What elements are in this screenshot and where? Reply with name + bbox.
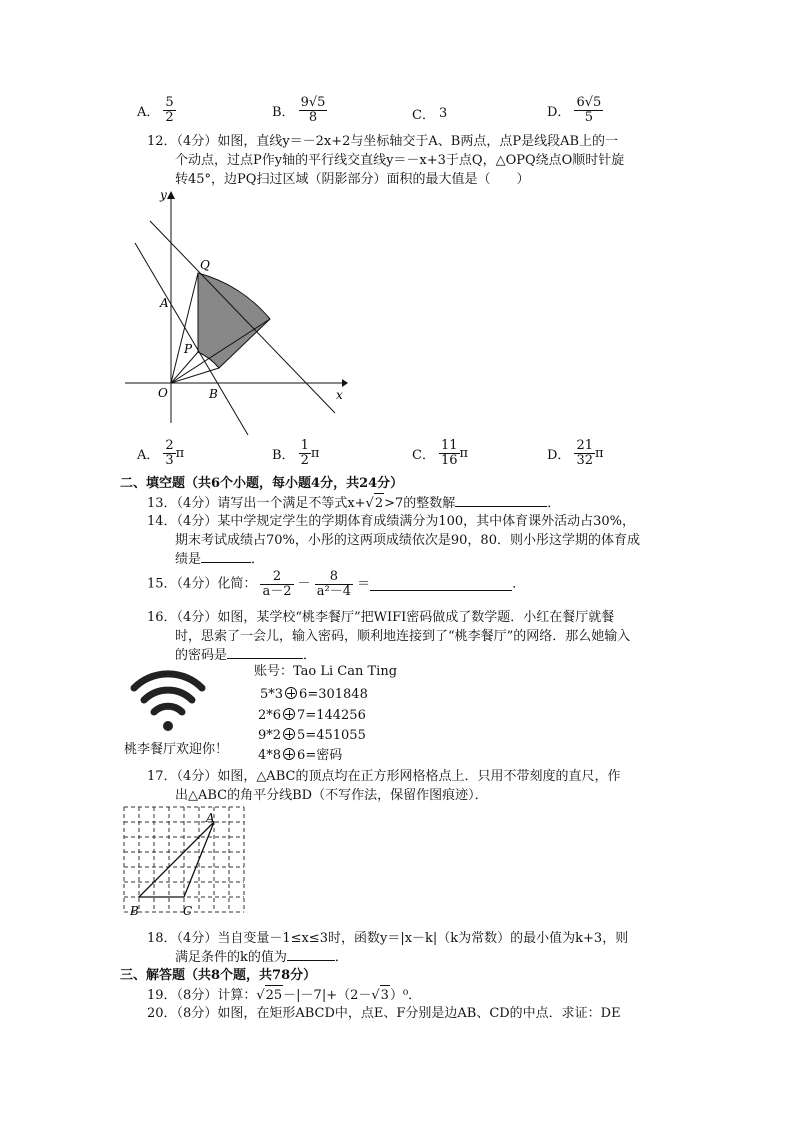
q12-line2: 个动点，过点P作y轴的平行线交直线y＝－x+3于点Q，△OPQ绕点O顺时针旋 (175, 153, 625, 168)
label-c: C (183, 904, 193, 918)
q16-line3: 的密码是 ． (175, 648, 317, 663)
y-axis-arrow (167, 191, 175, 199)
q15-answer-blank[interactable] (370, 578, 512, 591)
x-axis-arrow (342, 379, 348, 387)
q12-option-b: B． $\frac{1}{2}$ π (272, 438, 320, 468)
q18-line2: 满足条件的k的值为 ． (175, 950, 348, 965)
q20-line1: 20．（8分）如图，在矩形ABCD中，点E、F分别是边AB、CD的中点．求证：DE (147, 1006, 621, 1021)
label-p: P (184, 342, 193, 356)
section2-header: 二、填空题（共6个小题，每小题4分，共24分） (120, 476, 404, 491)
q12-option-c: C． $\frac{11}{16}$ π (412, 438, 469, 468)
q16-answer-blank[interactable] (227, 646, 303, 659)
label-a: A (160, 296, 169, 310)
wifi-row-1: 5*3 6=301848 (260, 687, 368, 702)
shaded-region (198, 273, 270, 368)
q13-answer-blank[interactable] (455, 494, 547, 507)
wifi-row-2: 2*6 7=144256 (258, 708, 366, 723)
q12-option-a: A． $\frac{2}{3}$ π (137, 438, 185, 468)
oplus-icon (283, 708, 295, 720)
q18-answer-blank[interactable] (287, 948, 335, 961)
q17-line1: 17．（4分）如图，△ABC的顶点均在正方形网格格点上．只用不带刻度的直尺，作 (147, 769, 621, 784)
label-x: x (336, 388, 343, 402)
segment-op-rotated (171, 368, 219, 383)
q12-option-d: D． $\frac{21}{32}$ π (547, 438, 604, 468)
wifi-row-4: 4*8 6=密码 (258, 748, 343, 763)
wifi-account: 账号：Tao Li Can Ting (254, 664, 398, 679)
oplus-icon (283, 728, 295, 740)
q12-line3: 转45°，边PQ扫过区域（阴影部分）面积的最大值是（ ） (175, 172, 530, 187)
q12-figure (120, 185, 350, 440)
q13: 13．（4分）请写出一个满足不等式x+√2>7的整数解 ． (147, 493, 560, 514)
oplus-icon (283, 748, 295, 760)
q11-option-b: B． $\frac{9√5}{8}$ (272, 95, 326, 125)
wifi-row-3: 9*2 5=451055 (258, 728, 366, 743)
oplus-icon (285, 687, 297, 699)
label-a: A (206, 811, 215, 825)
section3-header: 三、解答题（共8个题，共78分） (120, 968, 317, 983)
q16-line1: 16．（4分）如图，某学校“桃李餐厅”把WIFI密码做成了数学题．小红在餐厅就餐 (147, 610, 615, 625)
segment-oq (171, 273, 198, 383)
q16-line2: 时，思索了一会儿，输入密码，顺利地连接到了“桃李餐厅”的网络．那么她输入 (175, 629, 631, 644)
label-y: y (160, 188, 167, 202)
q11-option-c: C． 3 (412, 106, 448, 123)
q11-option-a: A． $\frac{5}{2}$ (137, 95, 174, 125)
q11-option-d: D． $\frac{6√5}{5}$ (547, 95, 602, 125)
q14-line1: 14．（4分）某中学规定学生的学期体育成绩满分为100，其中体育课外活动占30%， (147, 514, 636, 529)
q12-line1: 12．（4分）如图，直线y＝－2x+2与坐标轴交于A、B两点，点P是线段AB上的一 (147, 134, 619, 149)
q14-answer-blank[interactable] (201, 550, 251, 563)
label-b: B (209, 387, 218, 401)
label-o: O (158, 386, 168, 400)
triangle-abc (139, 822, 214, 897)
line-y-minus-x-plus-3 (150, 221, 335, 413)
q17-grid-figure (120, 803, 250, 925)
label-b: B (130, 904, 139, 918)
q14-line2: 期末考试成绩占70%，小彤的这两项成绩依次是90，80．则小彤这学期的体育成 (175, 533, 640, 548)
q15: 15．（4分）化简： $\frac{2}{a-2}$ － $\frac{8}{\text{a²－4}}$ ＝ ． (147, 569, 526, 599)
q17-line2: 出△ABC的角平分线BD（不写作法，保留作图痕迹）． (175, 788, 488, 803)
q19: 19．（8分）计算：√25－|－7|+（2－√3）⁰． (147, 985, 421, 1006)
q18-line1: 18．（4分）当自变量－1≤x≤3时，函数y＝|x－k|（k为常数）的最小值为k+3，则 (147, 931, 629, 946)
q14-line3: 绩是 ． (175, 552, 265, 567)
wifi-welcome: 桃李餐厅欢迎你！ (124, 742, 229, 757)
label-q: Q (200, 258, 210, 272)
wifi-icon (128, 668, 208, 738)
